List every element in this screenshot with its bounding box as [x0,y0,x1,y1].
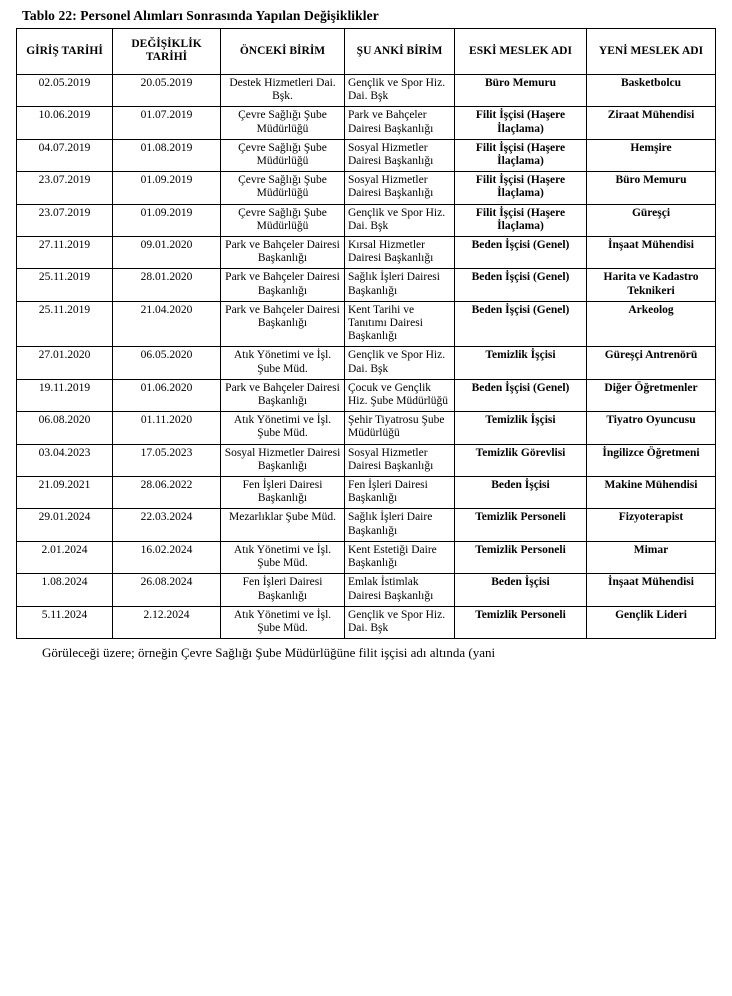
cell-su-anki-birim: Emlak İstimlak Dairesi Başkanlığı [345,574,455,606]
cell-onceki-birim: Park ve Bahçeler Dairesi Başkanlığı [221,301,345,347]
cell-degisiklik-tarihi: 26.08.2024 [113,574,221,606]
cell-giris-tarihi: 21.09.2021 [17,477,113,509]
cell-su-anki-birim: Kırsal Hizmetler Dairesi Başkanlığı [345,237,455,269]
cell-degisiklik-tarihi: 01.06.2020 [113,379,221,411]
cell-eski-meslek-adi: Filit İşçisi (Haşere İlaçlama) [455,139,587,171]
cell-eski-meslek-adi: Filit İşçisi (Haşere İlaçlama) [455,172,587,204]
cell-eski-meslek-adi: Filit İşçisi (Haşere İlaçlama) [455,107,587,139]
cell-giris-tarihi: 03.04.2023 [17,444,113,476]
cell-giris-tarihi: 19.11.2019 [17,379,113,411]
cell-eski-meslek-adi: Temizlik Personeli [455,541,587,573]
cell-degisiklik-tarihi: 22.03.2024 [113,509,221,541]
cell-su-anki-birim: Gençlik ve Spor Hiz. Dai. Bşk [345,204,455,236]
table-row [17,204,716,236]
cell-eski-meslek-adi: Temizlik Görevlisi [455,444,587,476]
cell-giris-tarihi: 25.11.2019 [17,301,113,347]
cell-su-anki-birim: Sağlık İşleri Daire Başkanlığı [345,509,455,541]
cell-eski-meslek-adi: Beden İşçisi (Genel) [455,269,587,301]
cell-su-anki-birim: Gençlik ve Spor Hiz. Dai. Bşk [345,347,455,379]
cell-giris-tarihi: 10.06.2019 [17,107,113,139]
cell-yeni-meslek-adi: Ziraat Mühendisi [587,107,716,139]
cell-degisiklik-tarihi: 09.01.2020 [113,237,221,269]
cell-giris-tarihi: 06.08.2020 [17,412,113,444]
cell-onceki-birim: Çevre Sağlığı Şube Müdürlüğü [221,139,345,171]
cell-eski-meslek-adi: Temizlik Personeli [455,606,587,638]
table-row [17,139,716,171]
cell-degisiklik-tarihi: 17.05.2023 [113,444,221,476]
column-header-su-anki-birim: ŞU ANKİ BİRİM [345,29,455,75]
cell-yeni-meslek-adi: Hemşire [587,139,716,171]
cell-degisiklik-tarihi: 01.07.2019 [113,107,221,139]
table-caption: Tablo 22: Personel Alımları Sonrasında Yapılan Değişiklikler [22,8,379,23]
cell-giris-tarihi: 25.11.2019 [17,269,113,301]
cell-degisiklik-tarihi: 28.01.2020 [113,269,221,301]
personnel-changes-table [16,28,716,639]
cell-onceki-birim: Destek Hizmetleri Dai. Bşk. [221,75,345,107]
cell-onceki-birim: Çevre Sağlığı Şube Müdürlüğü [221,107,345,139]
cell-yeni-meslek-adi: Gençlik Lideri [587,606,716,638]
table-row [17,444,716,476]
table-row [17,237,716,269]
cell-degisiklik-tarihi: 01.11.2020 [113,412,221,444]
cell-degisiklik-tarihi: 16.02.2024 [113,541,221,573]
table-row [17,477,716,509]
table-row [17,107,716,139]
cell-yeni-meslek-adi: Güreşçi Antrenörü [587,347,716,379]
cell-yeni-meslek-adi: İnşaat Mühendisi [587,574,716,606]
column-header-onceki-birim: ÖNCEKİ BİRİM [221,29,345,75]
cell-eski-meslek-adi: Temizlik Personeli [455,509,587,541]
cell-giris-tarihi: 27.11.2019 [17,237,113,269]
cell-su-anki-birim: Sağlık İşleri Dairesi Başkanlığı [345,269,455,301]
cell-degisiklik-tarihi: 21.04.2020 [113,301,221,347]
table-row [17,301,716,347]
cell-giris-tarihi: 2.01.2024 [17,541,113,573]
cell-giris-tarihi: 23.07.2019 [17,204,113,236]
cell-onceki-birim: Atık Yönetimi ve İşl. Şube Müd. [221,541,345,573]
cell-eski-meslek-adi: Beden İşçisi [455,574,587,606]
cell-eski-meslek-adi: Beden İşçisi (Genel) [455,237,587,269]
cell-eski-meslek-adi: Filit İşçisi (Haşere İlaçlama) [455,204,587,236]
cell-su-anki-birim: Park ve Bahçeler Dairesi Başkanlığı [345,107,455,139]
cell-su-anki-birim: Sosyal Hizmetler Dairesi Başkanlığı [345,444,455,476]
cell-eski-meslek-adi: Beden İşçisi (Genel) [455,301,587,347]
cell-yeni-meslek-adi: Makine Mühendisi [587,477,716,509]
cell-yeni-meslek-adi: Basketbolcu [587,75,716,107]
table-row [17,509,716,541]
cell-yeni-meslek-adi: Harita ve Kadastro Teknikeri [587,269,716,301]
cell-su-anki-birim: Kent Tarihi ve Tanıtımı Dairesi Başkanlığı [345,301,455,347]
cell-su-anki-birim: Gençlik ve Spor Hiz. Dai. Bşk [345,75,455,107]
table-header-row [17,29,716,75]
cell-yeni-meslek-adi: Mimar [587,541,716,573]
table-row [17,269,716,301]
cell-onceki-birim: Fen İşleri Dairesi Başkanlığı [221,574,345,606]
table-row [17,412,716,444]
cell-su-anki-birim: Fen İşleri Dairesi Başkanlığı [345,477,455,509]
cell-degisiklik-tarihi: 28.06.2022 [113,477,221,509]
cell-giris-tarihi: 23.07.2019 [17,172,113,204]
cell-eski-meslek-adi: Temizlik İşçisi [455,347,587,379]
cell-onceki-birim: Atık Yönetimi ve İşl. Şube Müd. [221,412,345,444]
cell-onceki-birim: Atık Yönetimi ve İşl. Şube Müd. [221,606,345,638]
cell-giris-tarihi: 02.05.2019 [17,75,113,107]
cell-giris-tarihi: 04.07.2019 [17,139,113,171]
cell-eski-meslek-adi: Büro Memuru [455,75,587,107]
cell-onceki-birim: Park ve Bahçeler Dairesi Başkanlığı [221,269,345,301]
cell-eski-meslek-adi: Beden İşçisi [455,477,587,509]
cell-yeni-meslek-adi: İngilizce Öğretmeni [587,444,716,476]
cell-onceki-birim: Park ve Bahçeler Dairesi Başkanlığı [221,379,345,411]
cell-degisiklik-tarihi: 20.05.2019 [113,75,221,107]
cell-giris-tarihi: 1.08.2024 [17,574,113,606]
cell-onceki-birim: Çevre Sağlığı Şube Müdürlüğü [221,172,345,204]
table-row [17,172,716,204]
table-row [17,574,716,606]
table-row [17,379,716,411]
table-body [17,75,716,639]
cell-onceki-birim: Sosyal Hizmetler Dairesi Başkanlığı [221,444,345,476]
cell-onceki-birim: Çevre Sağlığı Şube Müdürlüğü [221,204,345,236]
footnote-text: Görüleceği üzere; örneğin Çevre Sağlığı Şube Müdürlüğüne filit işçisi adı altında (yani [42,645,496,661]
cell-su-anki-birim: Sosyal Hizmetler Dairesi Başkanlığı [345,139,455,171]
cell-yeni-meslek-adi: Fizyoterapist [587,509,716,541]
cell-eski-meslek-adi: Beden İşçisi (Genel) [455,379,587,411]
cell-degisiklik-tarihi: 06.05.2020 [113,347,221,379]
cell-degisiklik-tarihi: 01.08.2019 [113,139,221,171]
cell-degisiklik-tarihi: 01.09.2019 [113,172,221,204]
table-header [17,29,716,75]
cell-giris-tarihi: 29.01.2024 [17,509,113,541]
cell-su-anki-birim: Çocuk ve Gençlik Hiz. Şube Müdürlüğü [345,379,455,411]
cell-su-anki-birim: Şehir Tiyatrosu Şube Müdürlüğü [345,412,455,444]
cell-yeni-meslek-adi: Diğer Öğretmenler [587,379,716,411]
cell-onceki-birim: Fen İşleri Dairesi Başkanlığı [221,477,345,509]
column-header-yeni-meslek-adi: YENİ MESLEK ADI [587,29,716,75]
cell-giris-tarihi: 5.11.2024 [17,606,113,638]
column-header-degisiklik-tarihi: DEĞİŞİKLİK TARİHİ [113,29,221,75]
table-row [17,541,716,573]
column-header-giris-tarihi: GİRİŞ TARİHİ [17,29,113,75]
cell-degisiklik-tarihi: 01.09.2019 [113,204,221,236]
table-row [17,606,716,638]
table-row [17,347,716,379]
cell-onceki-birim: Mezarlıklar Şube Müd. [221,509,345,541]
cell-yeni-meslek-adi: Büro Memuru [587,172,716,204]
cell-onceki-birim: Atık Yönetimi ve İşl. Şube Müd. [221,347,345,379]
cell-degisiklik-tarihi: 2.12.2024 [113,606,221,638]
cell-yeni-meslek-adi: Tiyatro Oyuncusu [587,412,716,444]
cell-yeni-meslek-adi: İnşaat Mühendisi [587,237,716,269]
cell-eski-meslek-adi: Temizlik İşçisi [455,412,587,444]
table-row [17,75,716,107]
cell-yeni-meslek-adi: Güreşçi [587,204,716,236]
cell-yeni-meslek-adi: Arkeolog [587,301,716,347]
cell-giris-tarihi: 27.01.2020 [17,347,113,379]
cell-su-anki-birim: Sosyal Hizmetler Dairesi Başkanlığı [345,172,455,204]
cell-onceki-birim: Park ve Bahçeler Dairesi Başkanlığı [221,237,345,269]
column-header-eski-meslek-adi: ESKİ MESLEK ADI [455,29,587,75]
cell-su-anki-birim: Kent Estetiği Daire Başkanlığı [345,541,455,573]
cell-su-anki-birim: Gençlik ve Spor Hiz. Dai. Bşk [345,606,455,638]
